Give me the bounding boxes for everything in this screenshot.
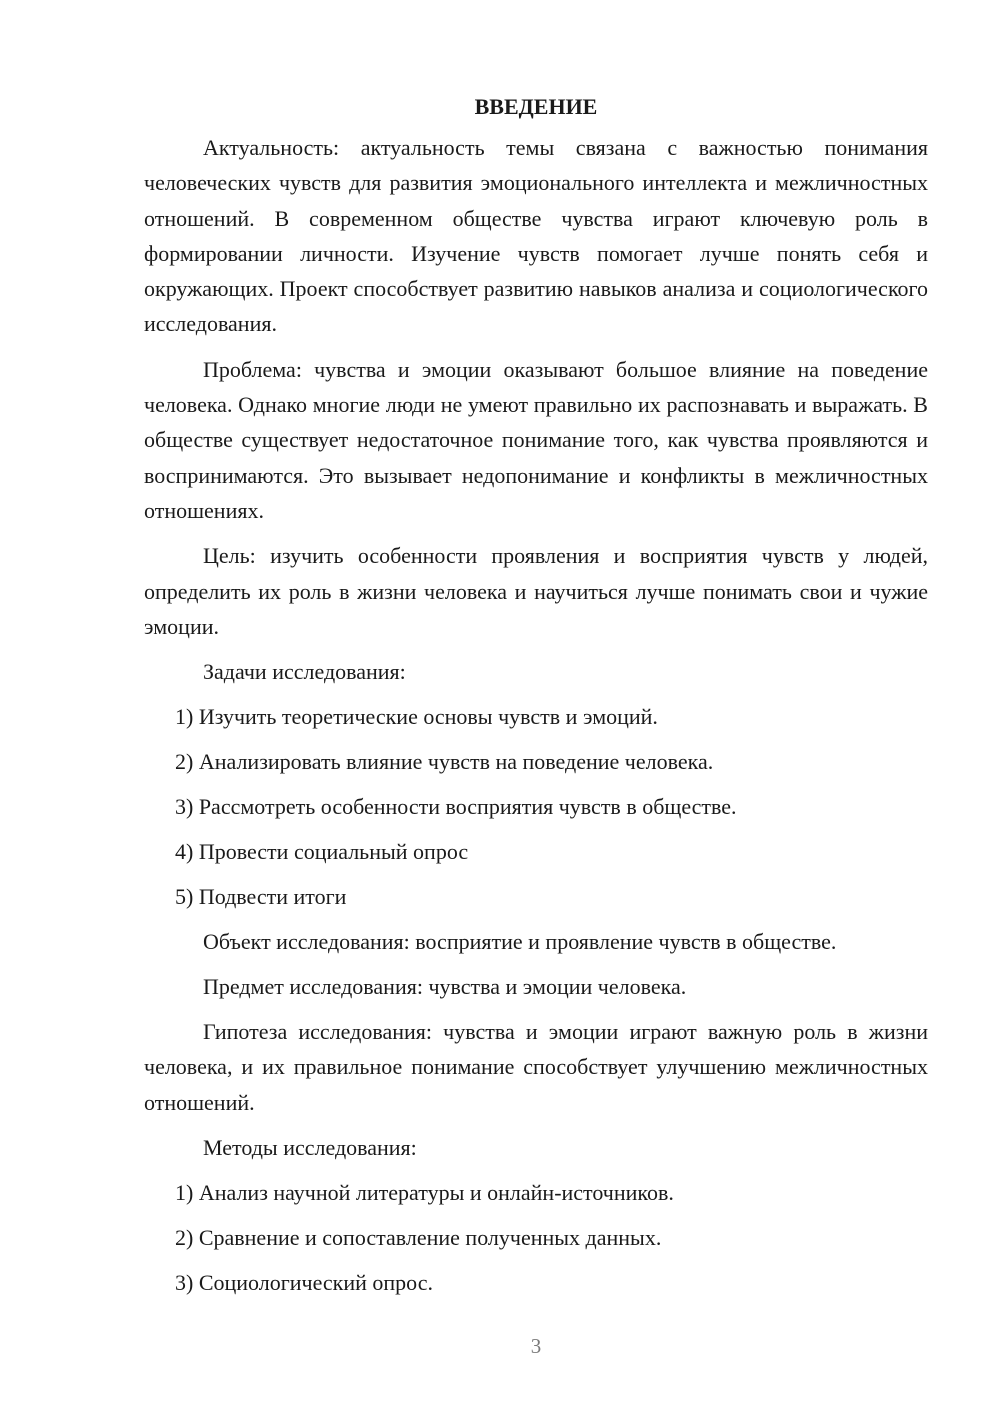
problem-paragraph: Проблема: чувства и эмоции оказывают большое влияние на поведение человека. Однако многие люди не умеют правильно их распознавать и выражать. В обществе существует недостаточное понимание того, как чувства проявляются и воспринимаются. Это вызывает недопонимание и конфликты в межличностных отношениях.	[144, 356, 928, 523]
task-item: 2) Анализировать влияние чувств на поведение человека.	[175, 749, 714, 775]
task-item: 3) Рассмотреть особенности восприятия чувств в обществе.	[175, 794, 737, 820]
tasks-heading: Задачи исследования:	[203, 659, 406, 685]
task-item: 5) Подвести итоги	[175, 884, 347, 910]
section-title: ВВЕДЕНИЕ	[474, 94, 598, 119]
hypothesis-paragraph: Гипотеза исследования: чувства и эмоции играют важную роль в жизни человека, и их правильное понимание способствует улучшению межличностных отношений.	[144, 1019, 928, 1115]
tasks-list	[144, 699, 928, 914]
method-item: 1) Анализ научной литературы и онлайн-источников.	[175, 1180, 674, 1206]
subject-paragraph: Предмет исследования: чувства и эмоции человека.	[203, 974, 687, 1000]
methods-heading: Методы исследования:	[203, 1135, 417, 1161]
method-item: 3) Социологический опрос.	[175, 1270, 433, 1296]
method-item: 2) Сравнение и сопоставление полученных данных.	[175, 1225, 662, 1251]
document-page	[144, 92, 928, 1310]
task-item: 4) Провести социальный опрос	[175, 839, 469, 865]
task-item: 1) Изучить теоретические основы чувств и эмоций.	[175, 704, 658, 730]
object-paragraph: Объект исследования: восприятие и проявление чувств в обществе.	[203, 929, 837, 955]
relevance-paragraph: Актуальность: актуальность темы связана с важностью понимания человеческих чувств для развития эмоционального интеллекта и межличностных отношений. В современном обществе чувства играют ключевую роль в формировании личности. Изучение чувств помогает лучше понять себя и окружающих. Проект способствует развитию навыков анализа и социологического исследования.	[144, 135, 928, 337]
page-number: 3	[530, 1334, 542, 1358]
goal-paragraph: Цель: изучить особенности проявления и восприятия чувств у людей, определить их роль в жизни человека и научиться лучше понимать свои и чужие эмоции.	[144, 543, 928, 639]
methods-list	[144, 1175, 928, 1300]
